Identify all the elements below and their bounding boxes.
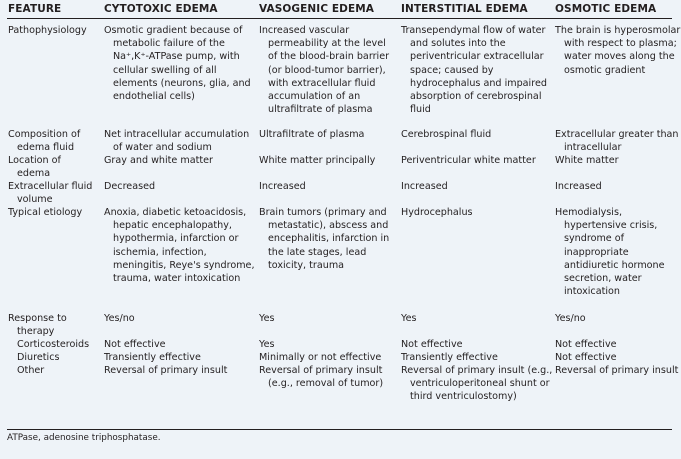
cell-line: Increased: [259, 181, 306, 192]
cell-line: Extracellular fluid: [8, 181, 93, 192]
cell-line: Yes: [259, 339, 275, 350]
cell-cytotoxic: [104, 206, 255, 285]
cell-feature: [17, 351, 59, 364]
cell-line: Pathophysiology: [8, 25, 87, 36]
cell-interstitial: [401, 312, 417, 325]
cell-feature: [8, 180, 92, 206]
cell-line: hydrocephalus and impaired: [410, 77, 547, 89]
cell-line: osmotic gradient: [564, 64, 646, 76]
cell-line: ultrafiltrate of plasma: [268, 104, 373, 116]
cell-line: Yes/no: [555, 313, 586, 324]
cell-line: elements (neurons, glia, and: [113, 77, 251, 89]
cell-osmotic: [555, 312, 586, 325]
cell-vasogenic: [259, 351, 381, 364]
cell-line: intoxication: [564, 286, 620, 298]
cell-line: volume: [17, 194, 53, 206]
cell-line: encephalitis, infarction in: [268, 233, 390, 245]
cell-interstitial: [401, 364, 552, 404]
cell-feature: [8, 128, 80, 154]
cell-line: syndrome of: [564, 233, 624, 245]
cell-osmotic: [555, 128, 679, 154]
cell-line: Not effective: [555, 339, 617, 350]
cell-line: White matter principally: [259, 155, 376, 166]
cell-vasogenic: [259, 128, 364, 141]
cell-vasogenic: [259, 154, 375, 167]
header-rule: [7, 18, 672, 19]
cell-line: (e.g., removal of tumor): [268, 378, 384, 390]
cell-line: edema: [17, 168, 51, 180]
cell-vasogenic: [259, 24, 389, 116]
cell-line: Transependymal flow of water: [401, 25, 546, 36]
cell-cytotoxic: [104, 154, 213, 167]
cell-line: Response to: [8, 313, 67, 324]
cell-line: Ultrafiltrate of plasma: [259, 129, 365, 140]
cell-line: Decreased: [104, 181, 156, 192]
header-cytotoxic-edema: CYTOTOXIC EDEMA: [104, 3, 218, 15]
cell-line: water moves along the: [564, 51, 675, 63]
cell-line: with respect to plasma;: [564, 38, 677, 50]
cell-line: edema fluid: [17, 142, 75, 154]
cell-line: Reversal of primary insult: [104, 365, 228, 376]
cell-line: absorption of cerebrospinal: [410, 91, 542, 103]
bottom-rule: [7, 429, 672, 430]
cell-interstitial: [401, 338, 463, 351]
cell-interstitial: [401, 206, 473, 219]
cell-line: The brain is hyperosmolar: [555, 25, 681, 36]
cell-vasogenic: [259, 206, 389, 272]
cell-line: and solutes into the: [410, 38, 506, 50]
cell-line: Transiently effective: [401, 352, 498, 363]
cell-line: the late stages, lead: [268, 246, 367, 258]
cell-line: meningitis, Reye's syndrome,: [113, 259, 255, 271]
cell-line: Osmotic gradient because of: [104, 25, 243, 36]
header-feature: FEATURE: [8, 3, 62, 15]
header-interstitial-edema: INTERSTITIAL EDEMA: [401, 3, 528, 15]
cell-osmotic: [555, 364, 678, 377]
cell-line: Yes/no: [104, 313, 135, 324]
cell-vasogenic: [259, 180, 306, 193]
cell-line: Location of: [8, 155, 61, 166]
cell-line: Not effective: [104, 339, 166, 350]
cell-line: Yes: [259, 313, 275, 324]
cell-cytotoxic: [104, 128, 249, 154]
cell-line: toxicity, trauma: [268, 259, 345, 271]
cell-line: Not effective: [401, 339, 463, 350]
cell-osmotic: [555, 351, 617, 364]
cell-line: hypothermia, infarction or: [113, 233, 239, 245]
header-vasogenic-edema: VASOGENIC EDEMA: [259, 3, 375, 15]
cell-line: Reversal of primary insult: [259, 365, 383, 376]
cell-line: periventricular extracellular: [410, 51, 544, 63]
cell-line: space; caused by: [410, 64, 494, 76]
cell-line: Other: [17, 365, 45, 376]
cell-line: Hemodialysis,: [555, 207, 623, 218]
cell-cytotoxic: [104, 24, 251, 103]
cell-line: metabolic failure of the: [113, 38, 225, 50]
cell-line: inappropriate: [564, 246, 629, 258]
cell-line: Anoxia, diabetic ketoacidosis,: [104, 207, 247, 218]
cell-line: Increased vascular: [259, 25, 350, 36]
cell-line: Composition of: [8, 129, 81, 140]
cell-line: Transiently effective: [104, 352, 201, 363]
cell-line: metastatic), abscess and: [268, 220, 389, 232]
cell-line: Yes: [401, 313, 417, 324]
cell-line: Cerebrospinal fluid: [401, 129, 492, 140]
cell-line: Corticosteroids: [17, 339, 90, 350]
cell-line: with extracellular fluid: [268, 77, 376, 89]
cell-vasogenic: [259, 364, 383, 390]
cell-interstitial: [401, 351, 498, 364]
cell-line: Diuretics: [17, 352, 60, 363]
cell-cytotoxic: [104, 312, 135, 325]
cell-line: hepatic encephalopathy,: [113, 220, 232, 232]
cell-vasogenic: [259, 312, 275, 325]
cell-line: ischemia, infection,: [113, 246, 207, 258]
cell-interstitial: [401, 154, 536, 167]
cell-line: Gray and white matter: [104, 155, 213, 166]
cell-line: Periventricular white matter: [401, 155, 536, 166]
cell-line: Hydrocephalus: [401, 207, 473, 218]
cell-vasogenic: [259, 338, 275, 351]
cell-line: cellular swelling of all: [113, 64, 217, 76]
cell-osmotic: [555, 338, 617, 351]
cell-line: Increased: [555, 181, 602, 192]
cell-line: Typical etiology: [8, 207, 83, 218]
cell-line: of water and sodium: [113, 142, 212, 154]
cell-line: Brain tumors (primary and: [259, 207, 387, 218]
cell-osmotic: [555, 24, 680, 77]
footnote: ATPase, adenosine triphosphatase.: [7, 433, 161, 443]
cell-line: Net intracellular accumulation: [104, 129, 250, 140]
cell-line: Extracellular greater than: [555, 129, 679, 140]
cell-interstitial: [401, 180, 448, 193]
cell-cytotoxic: [104, 338, 166, 351]
cell-line: (or blood-tumor barrier),: [268, 64, 386, 76]
cell-line: fluid: [410, 104, 431, 116]
cell-feature: [17, 364, 44, 377]
cell-feature: [8, 24, 87, 37]
cell-line: secretion, water: [564, 273, 642, 285]
cell-cytotoxic: [104, 180, 155, 193]
cell-feature: [17, 338, 89, 351]
cell-line: Na⁺,K⁺-ATPase pump, with: [113, 51, 240, 63]
cell-line: ventriculoperitoneal shunt or: [410, 378, 550, 390]
cell-line: Reversal of primary insult: [555, 365, 679, 376]
cell-line: trauma, water intoxication: [113, 273, 241, 285]
cell-line: White matter: [555, 155, 619, 166]
cell-line: third ventriculostomy): [410, 391, 517, 403]
cell-line: endothelial cells): [113, 91, 195, 103]
cell-line: intracellular: [564, 142, 622, 154]
cell-cytotoxic: [104, 351, 201, 364]
cell-osmotic: [555, 180, 602, 193]
cell-line: therapy: [17, 326, 55, 338]
cell-interstitial: [401, 128, 491, 141]
cell-line: of the blood-brain barrier: [268, 51, 390, 63]
cell-feature: [8, 206, 82, 219]
cell-line: Increased: [401, 181, 448, 192]
cell-feature: [8, 154, 61, 180]
cell-line: Reversal of primary insult (e.g.,: [401, 365, 553, 376]
cell-line: Minimally or not effective: [259, 352, 382, 363]
cell-line: permeability at the level: [268, 38, 386, 50]
cell-cytotoxic: [104, 364, 227, 377]
cell-line: antidiuretic hormone: [564, 259, 665, 271]
cell-feature: [8, 312, 67, 338]
cell-osmotic: [555, 206, 665, 298]
cell-line: Not effective: [555, 352, 617, 363]
cell-line: accumulation of an: [268, 91, 361, 103]
cell-line: hypertensive crisis,: [564, 220, 658, 232]
cell-interstitial: [401, 24, 547, 116]
header-osmotic-edema: OSMOTIC EDEMA: [555, 3, 657, 15]
cell-osmotic: [555, 154, 619, 167]
